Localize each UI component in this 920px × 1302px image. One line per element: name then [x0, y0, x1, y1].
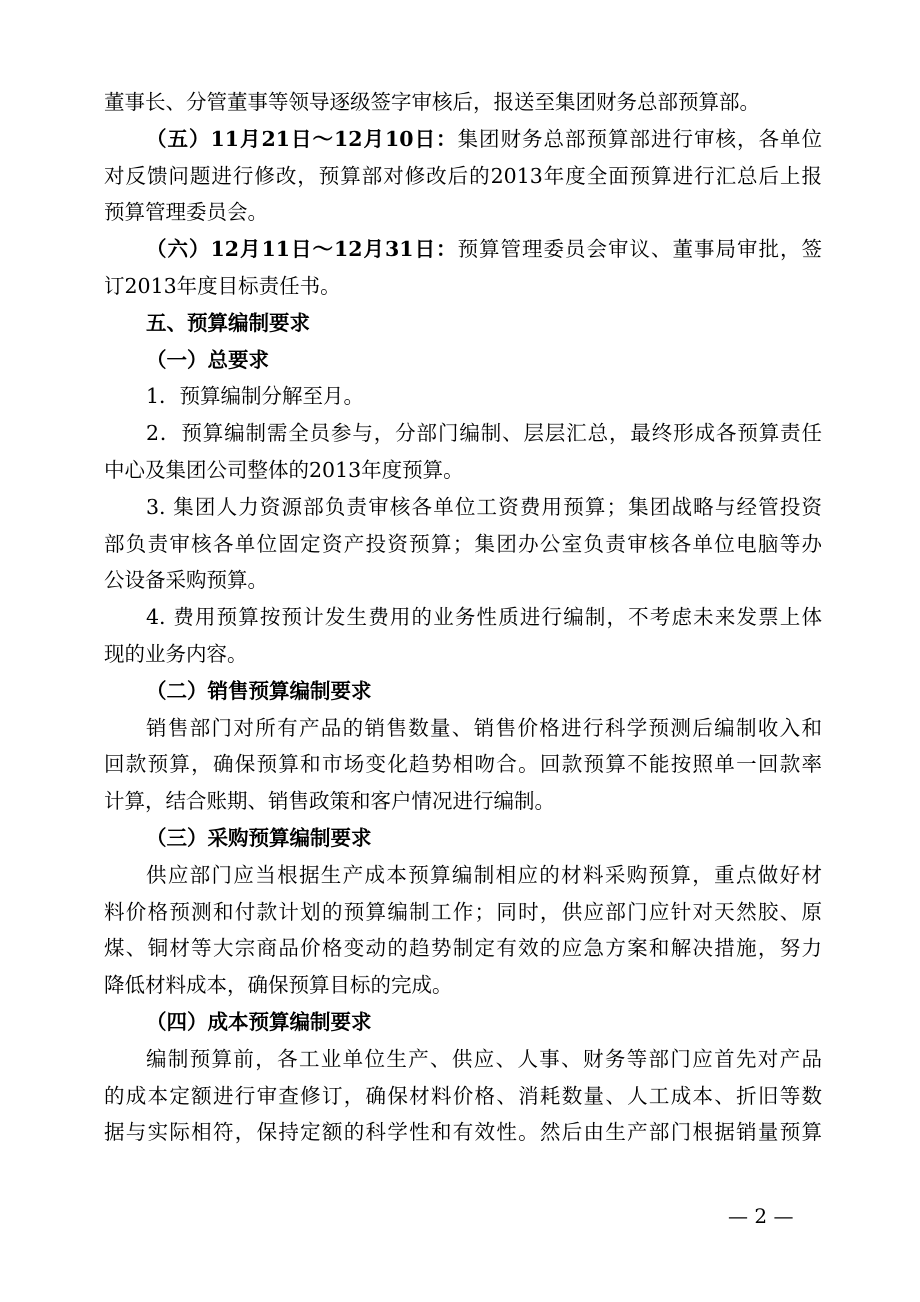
subsection-heading: （三）采购预算编制要求 — [146, 825, 372, 850]
body-line: 料价格预测和付款计划的预算编制工作；同时，供应部门应针对天然胶、原 — [104, 899, 822, 924]
schedule-item-6-line — [104, 231, 822, 268]
body-line: 公设备采购预算。 — [104, 568, 268, 593]
page-number: — 2 — — [728, 1204, 794, 1228]
body-line: 回款预算，确保预算和市场变化趋势相吻合。回款预算不能按照单一回款率 — [104, 752, 822, 777]
body-line: 煤、铜材等大宗商品价格变动的趋势制定有效的应急方案和解决措施，努力 — [104, 936, 822, 961]
schedule-item-5-line — [104, 121, 822, 158]
list-item: 1．预算编制分解至月。 — [146, 384, 365, 409]
body-line: 订2013年度目标责任书。 — [104, 273, 341, 298]
body-line: 现的业务内容。 — [104, 641, 248, 666]
body-line: 据与实际相符，保持定额的科学性和有效性。然后由生产部门根据销量预算 — [104, 1120, 822, 1145]
body-line: 销售部门对所有产品的销售数量、销售价格进行科学预测后编制收入和 — [146, 715, 822, 740]
schedule-text: 集团财务总部预算部进行审核，各单位 — [457, 126, 822, 151]
list-item: 3. 集团人力资源部负责审核各单位工资费用预算；集团战略与经管投资 — [146, 494, 822, 519]
body-line: 计算，结合账期、销售政策和客户情况进行编制。 — [104, 789, 555, 814]
schedule-date-label: （六）12月11日～12月31日： — [146, 237, 458, 262]
list-item: 2．预算编制需全员参与，分部门编制、层层汇总，最终形成各预算责任 — [146, 421, 822, 446]
subsection-heading: （四）成本预算编制要求 — [146, 1009, 372, 1034]
body-line: 供应部门应当根据生产成本预算编制相应的材料采购预算，重点做好材 — [146, 862, 822, 887]
subsection-heading: （二）销售预算编制要求 — [146, 678, 372, 703]
body-line: 编制预算前，各工业单位生产、供应、人事、财务等部门应首先对产品 — [146, 1046, 822, 1071]
schedule-text: 预算管理委员会审议、董事局审批，签 — [457, 237, 822, 262]
body-line: 降低材料成本，确保预算目标的完成。 — [104, 973, 453, 998]
body-line: 中心及集团公司整体的2013年度预算。 — [104, 457, 464, 482]
schedule-date-label: （五）11月21日～12月10日： — [146, 126, 458, 151]
document-page — [104, 84, 822, 1151]
body-line: 对反馈问题进行修改，预算部对修改后的2013年度全面预算进行汇总后上报 — [104, 163, 822, 188]
list-item: 4. 费用预算按预计发生费用的业务性质进行编制，不考虑未来发票上体 — [146, 605, 822, 630]
section-heading: 五、预算编制要求 — [146, 310, 310, 335]
body-line: 部负责审核各单位固定资产投资预算；集团办公室负责审核各单位电脑等办 — [104, 531, 822, 556]
body-line: 董事长、分管董事等领导逐级签字审核后，报送至集团财务总部预算部。 — [104, 90, 760, 114]
subsection-heading: （一）总要求 — [146, 347, 269, 372]
body-line: 的成本定额进行审查修订，确保材料价格、消耗数量、人工成本、折旧等数 — [104, 1083, 822, 1108]
body-line: 预算管理委员会。 — [104, 200, 268, 225]
